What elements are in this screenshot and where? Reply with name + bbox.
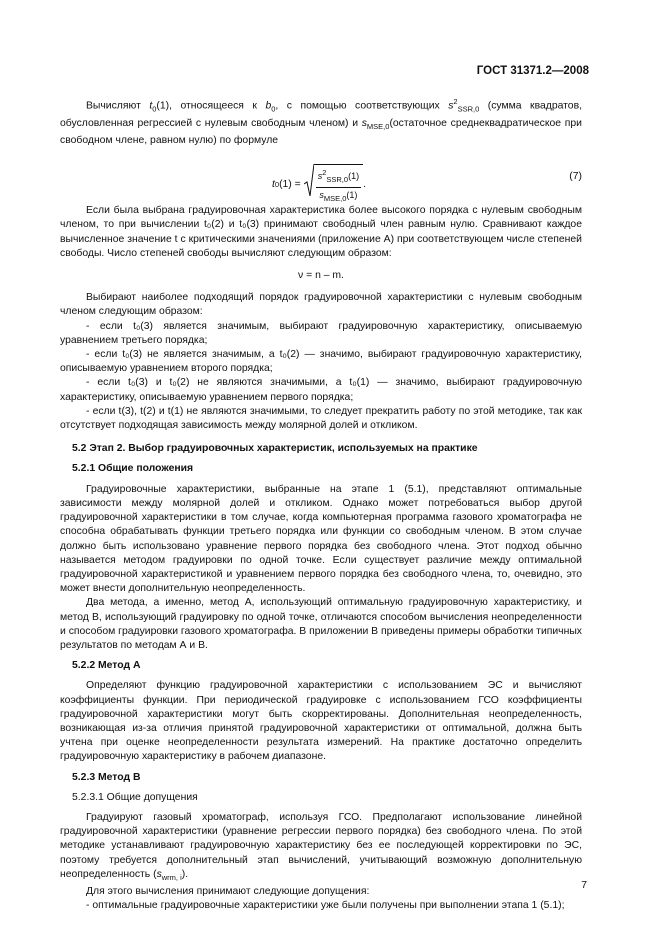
list-item: - если t₀(3) не является значимым, а t₀(2) — значимо, выбирают градуировочную характеристику, описываемую уравнением второго порядка;: [60, 349, 582, 375]
paragraph-method-b-assumptions: Градуируют газовый хроматограф, используя ГСО. Предполагают использование линейной градуировочной характеристики (уравнение регрессии первого порядка) без свободного члена. По этой методике устанавливают градуировочную характеристику без ее последующей корректировки по ЭС, поэтому требуется дополнительный этап вычислений, учитывающий возможную дополнительную неопределенность $(s_{wrm, i})$.: [60, 811, 582, 882]
list-item: - если t(3), t(2) и t(1) не являются значимыми, то следует прекратить работу по этой методике, так как отсутствует подходящая зависимость между молярной долей и откликом.: [60, 405, 582, 432]
section-heading-5-2: 5.2 Этап 2. Выбор градуировочных характеристик, используемых на практике: [72, 443, 478, 455]
section-heading-5-2-1: 5.2.1 Общие положения: [72, 463, 194, 475]
formula-degrees-of-freedom: ν = n – m.: [298, 270, 344, 282]
page-content: [60, 95, 582, 913]
square-root: [304, 164, 363, 206]
list-item: - если t₀(3) и t₀(2) не являются значимыми, а t₀(1) — значимо, выбирают градуировочную характеристику, описываемую уравнением первого порядка;: [60, 377, 582, 403]
paragraph-t0-calculation: Вычисляют $t_0(1)$, относящееся к $b_0$, с помощью соответствующих $s^2_{SSR,0}$ (сумма квадратов, обусловленная регрессией с нулевым свободным членом) и $s_{MSE,0}(остаточное$ среднеквадратическое при свободном члене, равном нулю) по формуле: [60, 97, 582, 147]
paragraph-higher-order: Если была выбрана градуировочная характеристика более высокого порядка с нулевым свободным членом, то при вычислении t₀(2) и t₀(3) принимают свободный член равным нулю. Сравнивают каждое вычисленное значение t с критическими значениями (приложение А) при соответствующем числе степеней свободы. Число степеней свободы вычисляют следующим образом:: [60, 205, 582, 259]
paragraph-method-a: Определяют функцию градуировочной характеристики с использованием ЭС и вычисляют коэффициенты функции. При периодической градуировке с использованием ГСО коэффициенты градуировочной характеристики могут быть скорректированы. Дополнительная неопределенность, возникающая из-за отличия принятой градуировочной характеристики от оптимальной, должна быть учтена при оценке неопределенности результата измерений. На практике достаточно определить градуировочную характеристику в рабочем диапазоне.: [60, 680, 582, 763]
paragraph-select-order: Выбирают наиболее подходящий порядок градуировочной характеристики с нулевым свободным членом следующим образом:: [60, 292, 582, 318]
section-heading-5-2-3-1: 5.2.3.1 Общие допущения: [72, 791, 198, 803]
list-item: - если t₀(3) является значимым, выбирают градуировочную характеристику, описываемую уравнением третьего порядка;: [60, 320, 582, 346]
fraction: $\frac{s^2_{SSR,0}(1)}{s_{MSE,0}(1)}$: [317, 168, 360, 204]
page-number: 7: [581, 880, 587, 891]
radical-sign-icon: [304, 164, 314, 198]
paragraph-assumptions-intro: Для этого вычисления принимают следующие допущения:: [86, 886, 370, 898]
section-heading-5-2-2: 5.2.2 Метод А: [72, 660, 141, 672]
equation-number: (7): [569, 171, 582, 183]
list-item: - оптимальные градуировочные характеристики уже были получены при выполнении этапа 1 (5.1);: [86, 900, 565, 912]
paragraph-two-methods: Два метода, а именно, метод А, использующий оптимальную градуировочную характеристику, и метод В, использующий градуировку по одной точке, отличаются способом вычисления неопределенности и способом градуировки газового хроматографа. В приложении В приведены примеры обработки типичных результатов по методам А и В.: [60, 597, 582, 651]
standard-header: ГОСТ 31371.2—2008: [476, 65, 589, 77]
paragraph-general-provisions: Градуировочные характеристики, выбранные на этапе 1 (5.1), представляют оптимальные зависимости между молярной долей и откликом. Однако может потребоваться выбор другой градуировочной характеристики в том случае, когда компьютерная программа газового хроматографа не способна обрабатывать функции третьего порядка или функции со свободным членом. В этом случае должно быть использовано уравнение первого порядка без свободного члена. Этот подход обычно называется методом градуировки по одной точке. Если существует различие между оптимальной градуировочной характеристикой и уравнением первого порядка без свободного члена, то, очевидно, это может внести дополнительную неопределенность.: [60, 483, 582, 595]
formula-7: t 0 (1) = $\frac{s^2_{SSR,0}(1)}{s_{MSE,0}(1)}$ . (7): [60, 158, 582, 198]
section-heading-5-2-3: 5.2.3 Метод В: [72, 771, 141, 783]
